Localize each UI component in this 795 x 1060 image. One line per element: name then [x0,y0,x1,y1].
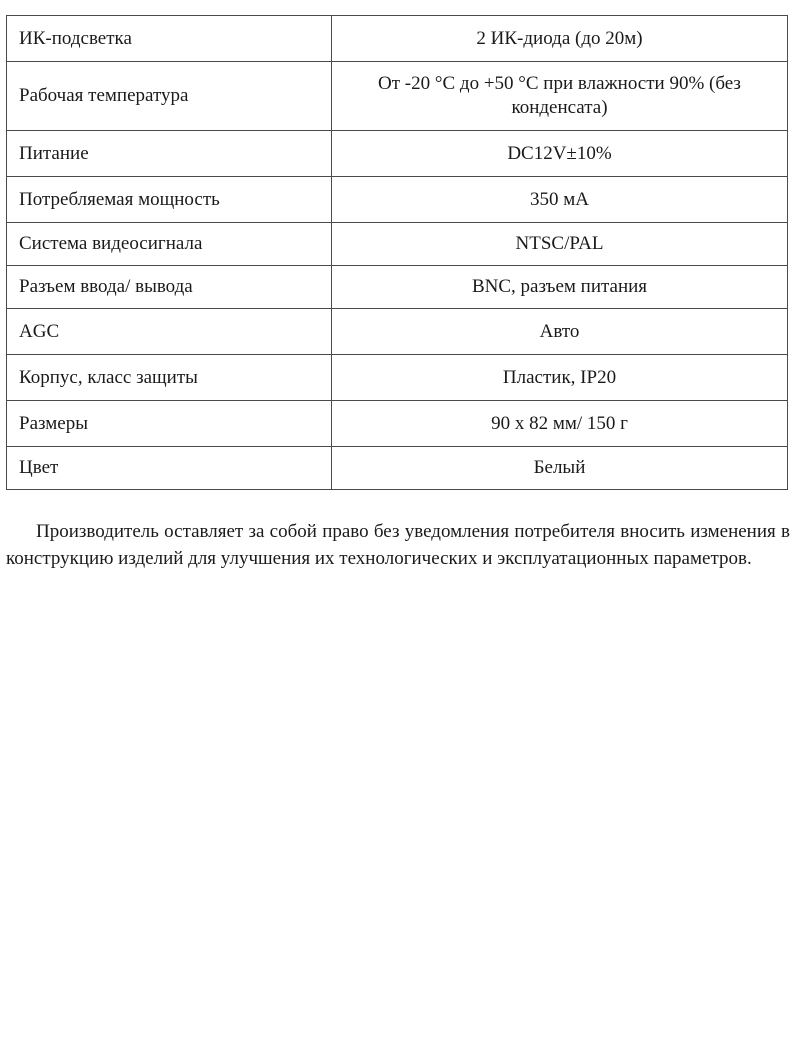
spec-value-text: От -20 °С до +50 °С при влажности 90% (без конденсата) [378,73,741,118]
table-row [7,309,788,355]
spec-param: AGC [7,309,332,355]
disclaimer-paragraph: Производитель оставляет за собой право без уведомления потребителя вносить изменения в конструкцию изделий для улучшения их технологических и эксплуатационных параметров. [6,521,790,569]
spec-param: Питание [7,131,332,177]
table-row [7,16,788,62]
table-row [7,447,788,490]
table-row [7,223,788,266]
table-row [7,62,788,131]
specifications-table [6,15,788,490]
table-row [7,177,788,223]
spec-param: Цвет [7,447,332,490]
spec-value: BNC, разъем питания [332,266,788,309]
spec-param: Система видеосигнала [7,223,332,266]
spec-param: Размеры [7,401,332,447]
spec-value [332,62,788,131]
spec-value: Белый [332,447,788,490]
spec-value: 90 х 82 мм/ 150 г [332,401,788,447]
spec-value: 350 мА [332,177,788,223]
spec-value: DC12V±10% [332,131,788,177]
table-row [7,401,788,447]
spec-param: Разъем ввода/ вывода [7,266,332,309]
table-row [7,266,788,309]
table-row [7,131,788,177]
spec-value: 2 ИК-диода (до 20м) [332,16,788,62]
table-row [7,355,788,401]
spec-param: Потребляемая мощность [7,177,332,223]
spec-param: Рабочая температура [7,62,332,131]
spec-value: Пластик, IP20 [332,355,788,401]
spec-param: ИК-подсветка [7,16,332,62]
spec-value: NTSC/PAL [332,223,788,266]
spec-value: Авто [332,309,788,355]
spec-param: Корпус, класс защиты [7,355,332,401]
